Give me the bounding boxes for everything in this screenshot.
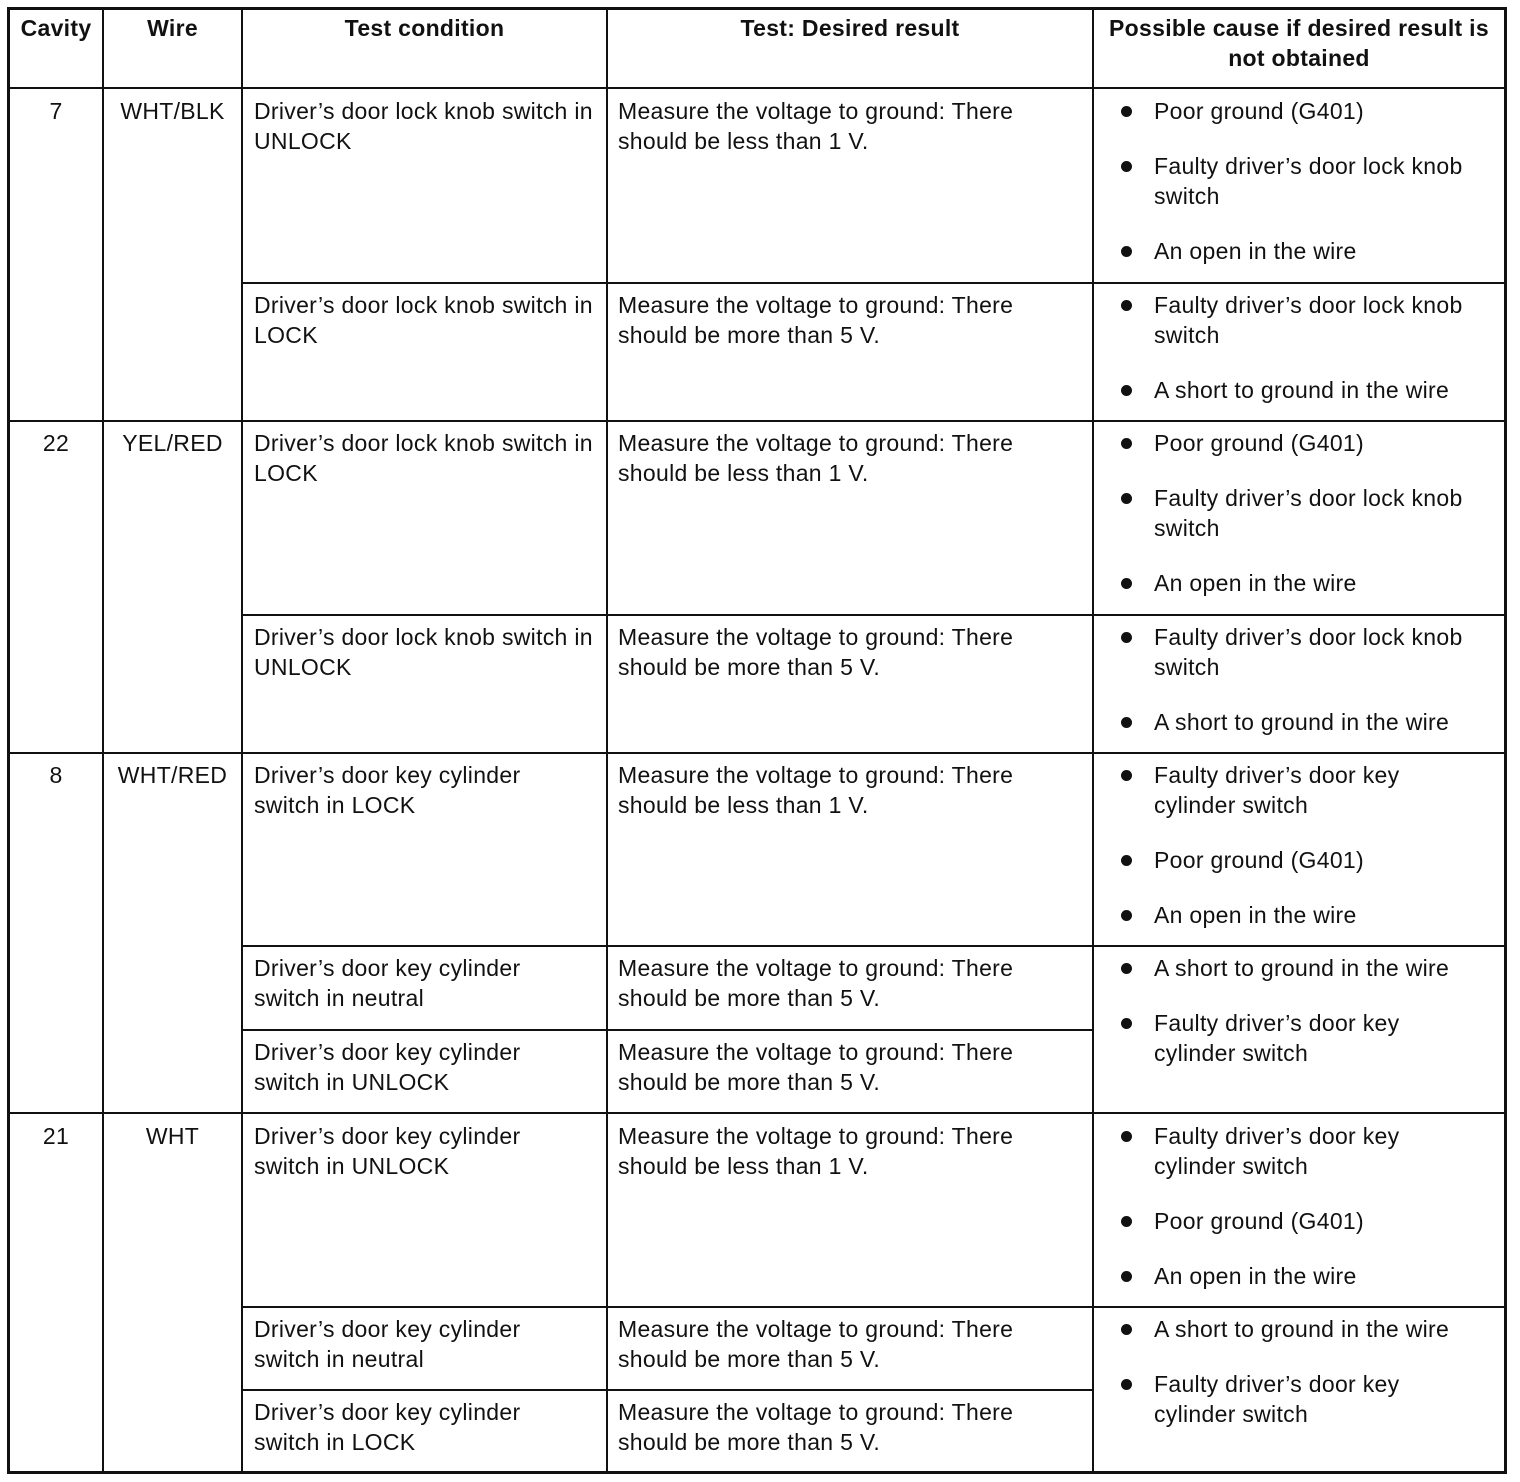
- desired-result-cell: Measure the voltage to ground: There should be more than 5 V.: [618, 1399, 1014, 1455]
- column-divider: [241, 8, 243, 1473]
- possible-cause-list: [1120, 1121, 1450, 1316]
- header-cavity: Cavity: [20, 15, 92, 41]
- cause-item: Faulty driver’s door lock knob switch: [1120, 483, 1490, 543]
- cause-item: An open in the wire: [1120, 1261, 1450, 1291]
- test-condition-cell: Driver’s door lock knob switch in LOCK: [254, 292, 593, 348]
- cause-item: Poor ground (G401): [1120, 845, 1450, 875]
- header-possible-cause: Possible cause if desired result is not obtained: [1109, 15, 1489, 71]
- cause-item: Faulty driver’s door lock knob switch: [1120, 290, 1490, 350]
- possible-cause-list: [1120, 290, 1490, 430]
- desired-result-cell: Measure the voltage to ground: There should be more than 5 V.: [618, 292, 1014, 348]
- wire-cell: WHT/RED: [117, 762, 228, 788]
- wire-cell: WHT/BLK: [120, 98, 225, 124]
- test-condition-cell: Driver’s door key cylinder switch in UNLOCK: [254, 1039, 521, 1095]
- possible-cause-list: [1120, 622, 1490, 762]
- cause-item: Poor ground (G401): [1120, 428, 1490, 458]
- test-condition-cell: Driver’s door key cylinder switch in neutral: [254, 1316, 521, 1372]
- cause-item: A short to ground in the wire: [1120, 1314, 1450, 1344]
- desired-result-cell: Measure the voltage to ground: There should be less than 1 V.: [618, 1123, 1014, 1179]
- cause-item: A short to ground in the wire: [1120, 953, 1450, 983]
- header-desired-result: Test: Desired result: [740, 15, 960, 41]
- cause-item: A short to ground in the wire: [1120, 707, 1490, 737]
- cavity-cell: 21: [42, 1123, 70, 1149]
- test-condition-cell: Driver’s door key cylinder switch in UNLOCK: [254, 1123, 521, 1179]
- test-condition-cell: Driver’s door key cylinder switch in LOCK: [254, 1399, 521, 1455]
- header-wire: Wire: [147, 15, 198, 41]
- row-divider: [241, 1389, 1092, 1391]
- row-divider: [8, 87, 1506, 89]
- cause-item: Poor ground (G401): [1120, 96, 1490, 126]
- cavity-cell: 22: [42, 430, 70, 456]
- cause-item: An open in the wire: [1120, 568, 1490, 598]
- wire-cell: WHT: [145, 1123, 200, 1149]
- desired-result-cell: Measure the voltage to ground: There should be more than 5 V.: [618, 1316, 1014, 1372]
- test-condition-cell: Driver’s door lock knob switch in UNLOCK: [254, 624, 593, 680]
- column-divider: [102, 8, 104, 1473]
- cause-item: Faulty driver’s door key cylinder switch: [1120, 1369, 1450, 1429]
- wire-cell: YEL/RED: [122, 430, 223, 456]
- desired-result-cell: Measure the voltage to ground: There should be more than 5 V.: [618, 624, 1014, 680]
- desired-result-cell: Measure the voltage to ground: There should be more than 5 V.: [618, 1039, 1014, 1095]
- possible-cause-list: [1120, 1314, 1450, 1454]
- possible-cause-list: [1120, 953, 1450, 1093]
- column-divider: [1092, 8, 1094, 1473]
- cause-item: Faulty driver’s door lock knob switch: [1120, 622, 1490, 682]
- desired-result-cell: Measure the voltage to ground: There should be more than 5 V.: [618, 955, 1014, 1011]
- possible-cause-list: [1120, 760, 1450, 955]
- cause-item: Faulty driver’s door key cylinder switch: [1120, 1121, 1450, 1181]
- desired-result-cell: Measure the voltage to ground: There should be less than 1 V.: [618, 98, 1014, 154]
- cause-item: Poor ground (G401): [1120, 1206, 1450, 1236]
- desired-result-cell: Measure the voltage to ground: There should be less than 1 V.: [618, 762, 1014, 818]
- cause-item: Faulty driver’s door lock knob switch: [1120, 151, 1490, 211]
- cavity-cell: 8: [49, 762, 63, 788]
- row-divider: [241, 1029, 1092, 1031]
- test-condition-cell: Driver’s door key cylinder switch in LOCK: [254, 762, 521, 818]
- possible-cause-list: [1120, 428, 1490, 623]
- cavity-cell: 7: [49, 98, 63, 124]
- possible-cause-list: [1120, 96, 1490, 291]
- column-divider: [606, 8, 608, 1473]
- cause-item: A short to ground in the wire: [1120, 375, 1490, 405]
- test-condition-cell: Driver’s door lock knob switch in UNLOCK: [254, 98, 593, 154]
- cause-item: An open in the wire: [1120, 236, 1490, 266]
- desired-result-cell: Measure the voltage to ground: There should be less than 1 V.: [618, 430, 1014, 486]
- test-condition-cell: Driver’s door lock knob switch in LOCK: [254, 430, 593, 486]
- cause-item: Faulty driver’s door key cylinder switch: [1120, 1008, 1450, 1068]
- test-condition-cell: Driver’s door key cylinder switch in neutral: [254, 955, 521, 1011]
- header-test-condition: Test condition: [344, 15, 505, 41]
- cause-item: Faulty driver’s door key cylinder switch: [1120, 760, 1450, 820]
- cause-item: An open in the wire: [1120, 900, 1450, 930]
- row-divider: [8, 1112, 1506, 1114]
